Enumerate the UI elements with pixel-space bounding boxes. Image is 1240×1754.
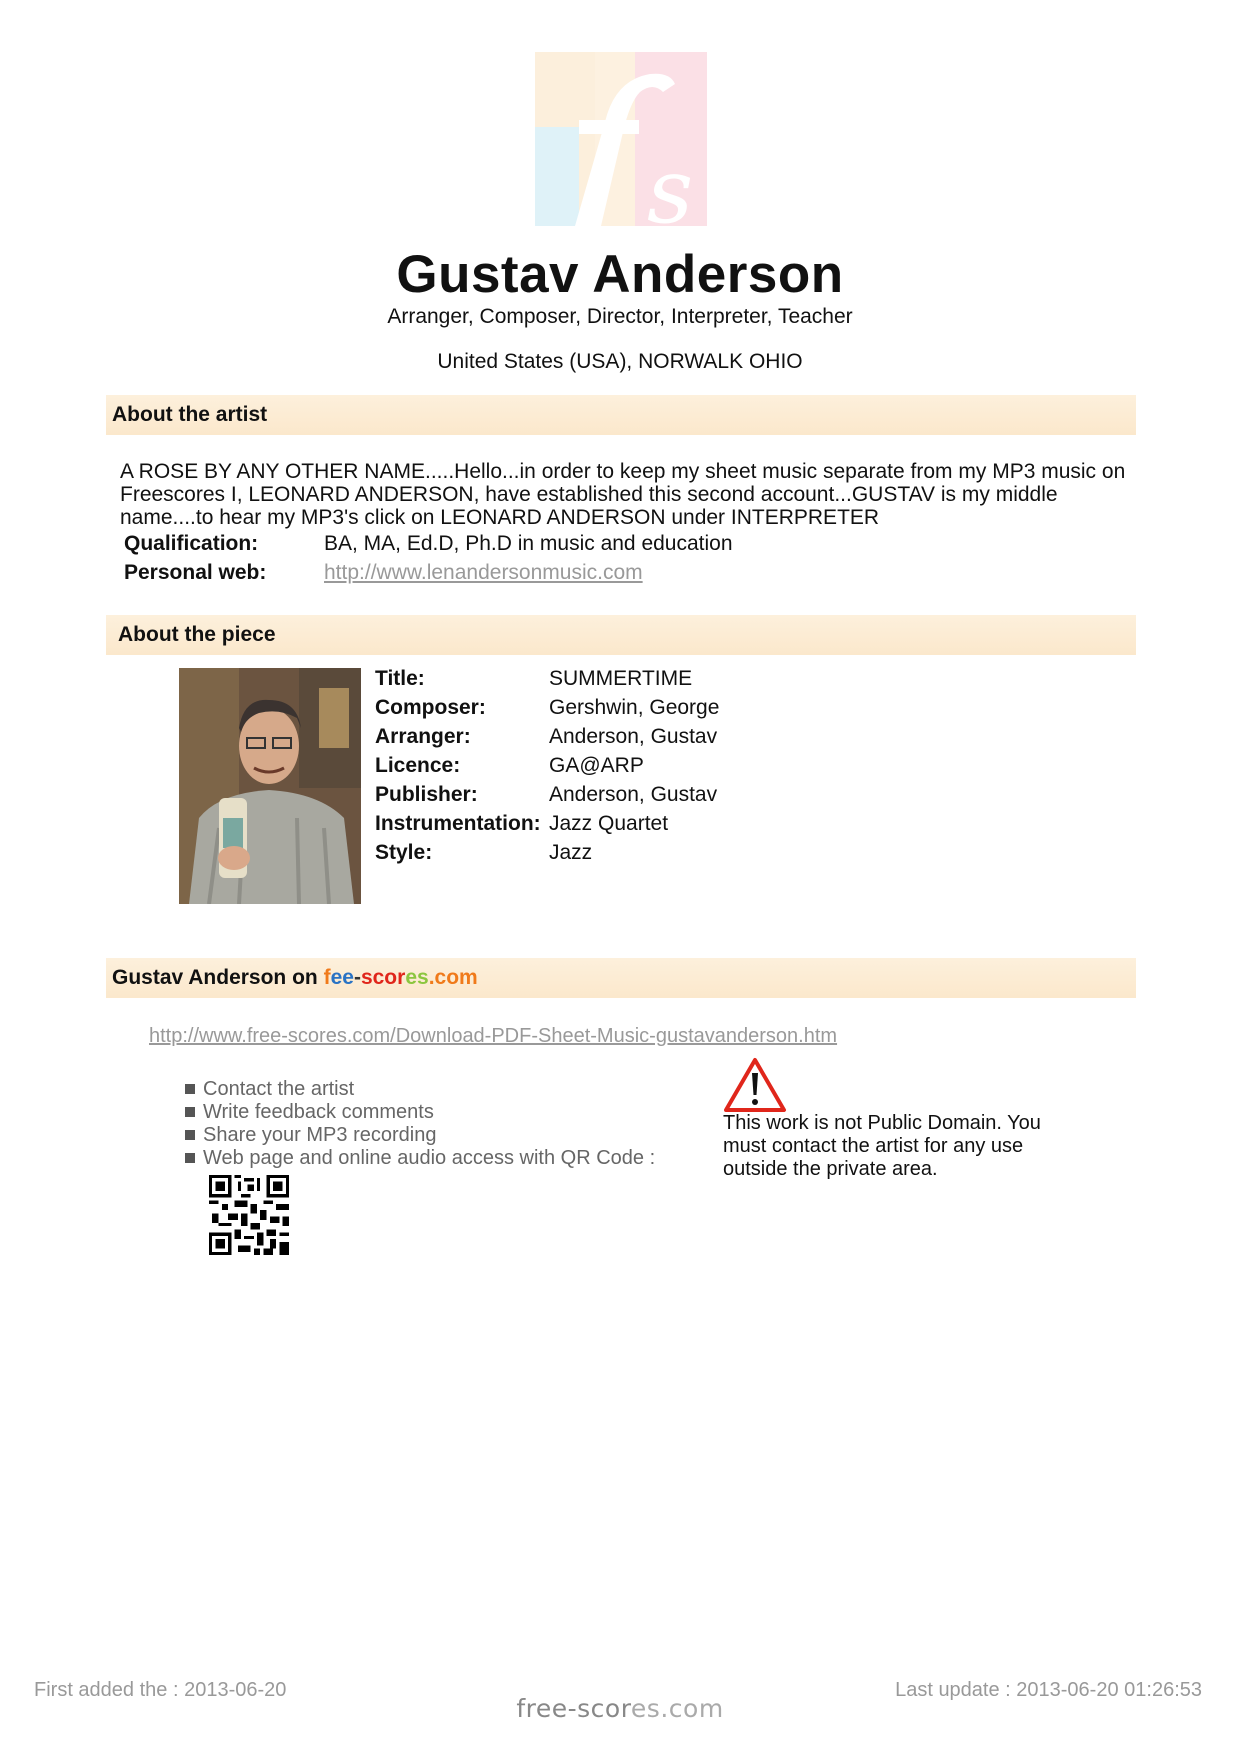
link-label: Write feedback comments [203,1101,434,1123]
field-label: Style: [375,841,433,864]
brand-part: ee [330,966,354,989]
qualification-value: BA, MA, Ed.D, Ph.D in music and education [324,532,733,555]
artist-bio: A ROSE BY ANY OTHER NAME.....Hello...in order to keep my sheet music separate from my MP3 music on Freescores I, LEONARD ANDERSON, have established this second account...GUSTAV is my middle name....to hear my MP3's click on LEONARD ANDERSON under INTERPRETER [120,460,1126,529]
last-update-date: Last update : 2013-06-20 01:26:53 [895,1679,1202,1701]
link-label: Share your MP3 recording [203,1124,437,1146]
personal-web-row [124,559,643,587]
artist-name: Gustav Anderson [396,245,844,304]
brand-part: .com [428,966,478,989]
field-value: Gershwin, George [549,696,720,719]
contact-artist-link[interactable] [185,1078,655,1101]
link-label: Contact the artist [203,1078,355,1100]
warning-icon [723,1057,787,1113]
field-label: Instrumentation: [375,812,541,835]
free-scores-artist-link[interactable]: http://www.free-scores.com/Download-PDF-Sheet-Music-gustavanderson.htm [149,1025,838,1047]
field-label: Title: [375,667,425,690]
artist-location: United States (USA), NORWALK OHIO [437,350,803,373]
link-label: Web page and online audio access with QR Code : [203,1147,656,1169]
artist-photo [179,668,361,904]
personal-web-link[interactable]: http://www.lenandersonmusic.com [324,561,643,584]
bullet-icon [185,1153,195,1163]
field-value: Anderson, Gustav [549,725,718,748]
brand-part: f [323,966,331,989]
personal-web-label: Personal web: [124,561,267,584]
brand-part: r [397,966,406,989]
svg-text:s: s [647,139,694,226]
free-scores-logo [535,52,707,226]
piece-details [375,664,719,867]
free-scores-brand[interactable] [324,966,478,989]
field-value: Jazz [549,841,593,864]
piece-field-composer [375,693,719,722]
qualification-label: Qualification: [124,532,259,555]
piece-field-arranger [375,722,719,751]
share-mp3-link[interactable] [185,1124,655,1147]
footer-logo-main: free-scor [516,1694,631,1723]
field-label: Composer: [375,696,486,719]
copyright-warning: This work is not Public Domain. You must contact the artist for any use outside the private area. [723,1112,1041,1180]
field-value: Jazz Quartet [549,812,669,835]
footer-logo-dim: es.com [630,1694,724,1723]
field-label: Arranger: [375,725,471,748]
piece-field-instrumentation [375,809,719,838]
field-label: Publisher: [375,783,478,806]
field-value: Anderson, Gustav [549,783,718,806]
field-value: SUMMERTIME [549,667,693,690]
write-feedback-link[interactable] [185,1101,655,1124]
piece-field-licence [375,751,719,780]
brand-part: - [353,966,361,989]
free-scores-heading [106,958,1136,998]
piece-field-style [375,838,719,867]
artist-roles: Arranger, Composer, Director, Interpreter, Teacher [387,305,853,328]
piece-field-title [375,664,719,693]
free-scores-heading-prefix: Gustav Anderson on [112,966,324,989]
bullet-icon [185,1130,195,1140]
first-added-date: First added the : 2013-06-20 [34,1679,287,1701]
qr-code-icon[interactable] [209,1175,289,1255]
about-piece-heading: About the piece [106,615,1136,655]
bullet-icon [185,1084,195,1094]
field-label: Licence: [375,754,461,777]
about-artist-heading: About the artist [106,395,1136,435]
brand-part: sco [360,966,398,989]
qualification-row [124,530,733,558]
qr-code-access-link[interactable] [185,1147,655,1170]
brand-part: es [405,966,429,989]
field-value: GA@ARP [549,754,644,777]
artist-actions-list [185,1078,655,1170]
piece-field-publisher [375,780,719,809]
bullet-icon [185,1107,195,1117]
footer-logo [0,1694,1240,1723]
